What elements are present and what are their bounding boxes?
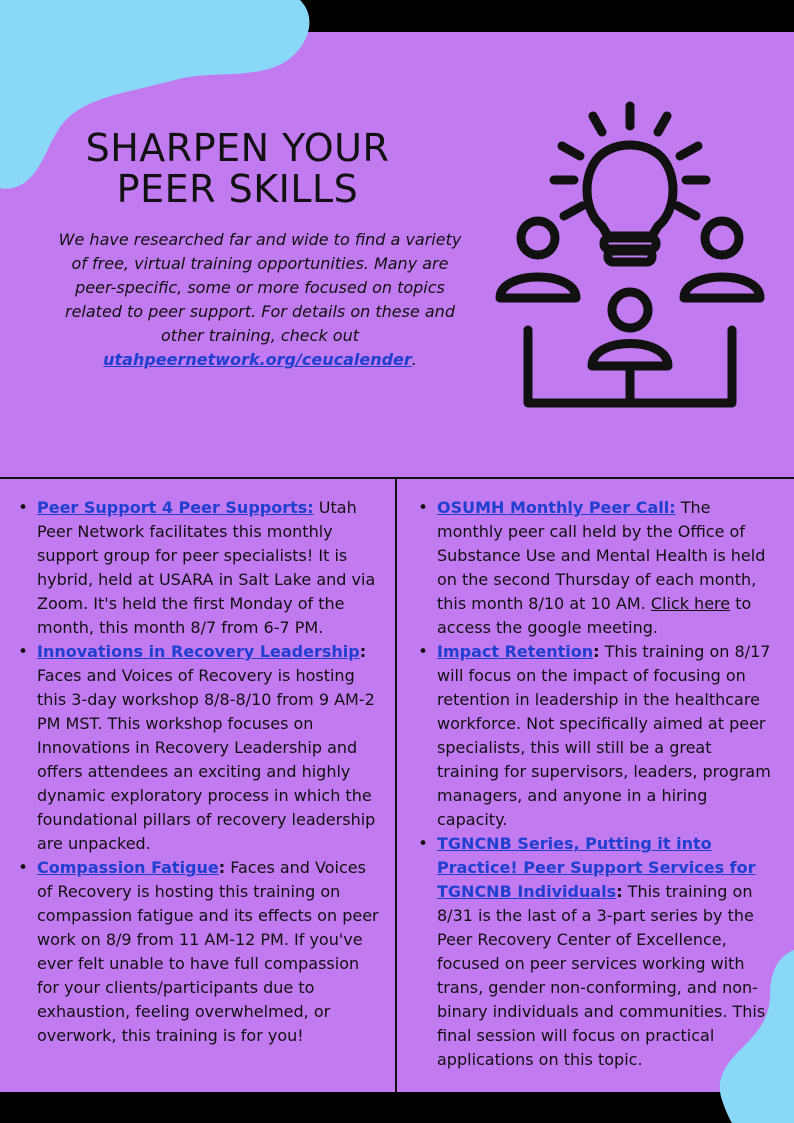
list-item — [18, 496, 380, 640]
ceu-calendar-link[interactable]: utahpeernetwork.org/ceucalender — [103, 350, 412, 369]
list-item — [18, 856, 380, 1048]
intro-end: . — [411, 350, 417, 369]
training-link-impact-retention[interactable]: Impact Retention — [437, 642, 594, 661]
list-item — [418, 496, 773, 640]
intro-text: We have researched far and wide to find a variety of free, virtual training opportunities. Many are peer-specific, some or more focused on topics related to peer support. For details on these and other training, check out — [58, 230, 462, 345]
heading-colon: : — [593, 642, 600, 661]
heading-colon: : — [359, 642, 367, 661]
intro-paragraph — [55, 228, 465, 372]
list-item — [418, 640, 773, 832]
lightbulb-people-icon — [490, 98, 770, 413]
heading-colon: : — [616, 882, 623, 901]
training-link-osumh[interactable]: OSUMH Monthly Peer Call: — [437, 498, 676, 517]
bottom-border-bar — [0, 1092, 794, 1123]
training-link-peer-support[interactable]: Peer Support 4 Peer Supports: — [37, 498, 314, 517]
right-training-list — [418, 496, 773, 1072]
right-column — [418, 496, 773, 1072]
training-description: Faces and Voices of Recovery is hosting this training on compassion fatigue and its effects on peer work on 8/9 from 11 AM-12 PM. If you've ever felt unable to have full compassion for your clients/participants due to exhaustion, feeling overwhelmed, or overwork, this training is for you! — [37, 858, 379, 1045]
training-description: Utah Peer Network facilitates this monthly support group for peer specialists! It is hybrid, held at USARA in Salt Lake and via Zoom. It's held the first Monday of the month, this month 8/7 from 6-7 PM. — [37, 498, 376, 637]
page-title — [60, 128, 415, 210]
training-link-innovations[interactable]: Innovations in Recovery Leadership — [37, 642, 360, 661]
title-line-1: SHARPEN YOUR — [85, 126, 390, 170]
title-line-2: PEER SKILLS — [116, 167, 359, 211]
left-column — [18, 496, 380, 1048]
training-description: Faces and Voices of Recovery is hosting this 3-day workshop 8/8-8/10 from 9 AM-2 PM MST. This workshop focuses on Innovations in Recovery Leadership and offers attendees an exciting and highly dynamic exploratory process in which the foundational pillars of recovery leadership are unpacked. — [37, 666, 376, 853]
section-divider-horizontal — [0, 477, 794, 479]
list-item — [418, 832, 773, 1072]
google-meeting-link[interactable]: Click here — [650, 594, 731, 613]
training-description: This training on 8/17 will focus on the impact of focusing on retention in leadership in the healthcare workforce. Not specifically aimed at peer specialists, this will still be a great training for supervisors, leaders, program managers, and anyone in a hiring capacity. — [437, 642, 771, 829]
column-divider-vertical — [395, 478, 397, 1092]
training-description: This training on 8/31 is the last of a 3-part series by the Peer Recovery Center of Excellence, focused on peer services working with trans, gender non-conforming, and non-binary individuals and communities. This final session will focus on practical applications on this topic. — [437, 882, 766, 1069]
training-link-tgncnb-series[interactable]: TGNCNB Series, Putting it into Practice! Peer Support Services for TGNCNB Individuals — [437, 834, 756, 901]
training-description: The monthly peer call held by the Office of Substance Use and Mental Health is held on the second Thursday of each month, this month 8/10 at 10 AM. — [437, 498, 766, 613]
training-link-compassion-fatigue[interactable]: Compassion Fatigue — [37, 858, 219, 877]
heading-colon: : — [218, 858, 226, 877]
training-description-end: to access the google meeting. — [437, 594, 752, 637]
left-training-list — [18, 496, 380, 1048]
list-item — [18, 640, 380, 856]
